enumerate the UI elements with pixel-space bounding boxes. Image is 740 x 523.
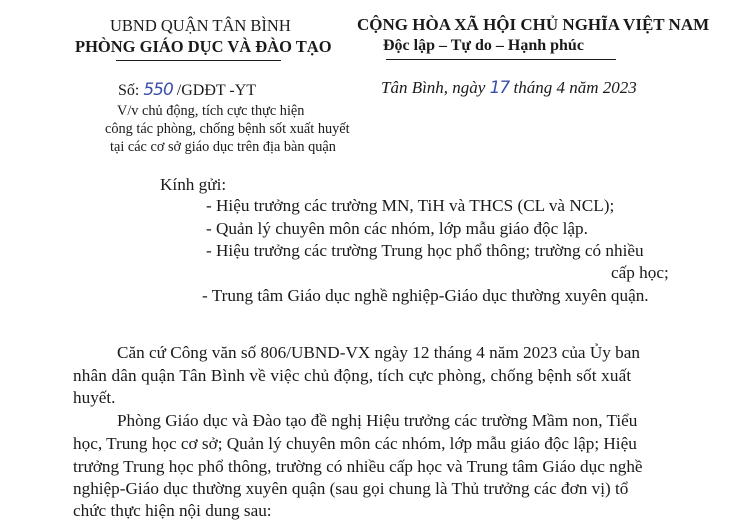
subject-line: V/v chủ động, tích cực thực hiện: [117, 103, 305, 119]
national-motto: Độc lập – Tự do – Hạnh phúc: [383, 37, 584, 54]
paragraph-line: nghiệp-Giáo dục thường xuyên quận (sau gọi chung là Thủ trưởng các đơn vị) tổ: [73, 479, 629, 498]
issuing-department: PHÒNG GIÁO DỤC VÀ ĐÀO TẠO: [75, 37, 332, 56]
date-prefix: Tân Bình, ngày: [381, 78, 490, 97]
paragraph-line: chức thực hiện nội dung sau:: [73, 501, 272, 520]
recipient-item: - Quản lý chuyên môn các nhóm, lớp mẫu giáo độc lập.: [206, 219, 588, 238]
paragraph-line: nhân dân quận Tân Bình về việc chủ động, tích cực phòng, chống bệnh sốt xuất: [73, 366, 632, 385]
document-number-suffix: /GDĐT -YT: [172, 82, 257, 99]
handwritten-day: 17: [489, 78, 510, 98]
paragraph-line: huyết.: [73, 388, 116, 407]
date-suffix: tháng 4 năm 2023: [509, 78, 637, 97]
paragraph-line: Căn cứ Công văn số 806/UBND-VX ngày 12 tháng 4 năm 2023 của Ủy ban: [117, 343, 640, 362]
motto-underline: [386, 59, 616, 60]
paragraph-line: Phòng Giáo dục và Đào tạo đề nghị Hiệu trưởng các trường Mầm non, Tiểu: [117, 411, 638, 430]
national-title: CỘNG HÒA XÃ HỘI CHỦ NGHĨA VIỆT NAM: [357, 15, 710, 34]
subject-line: công tác phòng, chống bệnh sốt xuất huyết: [105, 121, 350, 137]
recipient-item: - Trung tâm Giáo dục nghề nghiệp-Giáo dục thường xuyên quận.: [202, 286, 649, 305]
date-line: [381, 78, 637, 98]
paragraph-line: học, Trung học cơ sở; Quản lý chuyên môn các nhóm, lớp mẫu giáo độc lập; Hiệu: [73, 434, 637, 453]
paragraph-line: trưởng Trung học phổ thông, trường có nhiều cấp học và Trung tâm Giáo dục nghề: [73, 457, 643, 476]
recipient-item-continued: cấp học;: [611, 263, 669, 282]
org-underline: [116, 60, 281, 61]
recipient-item: - Hiệu trưởng các trường MN, TiH và THCS (CL và NCL);: [206, 196, 615, 215]
handwritten-number: 550: [143, 80, 173, 100]
document-number-prefix: Số:: [118, 82, 144, 99]
subject-line: tại các cơ sở giáo dục trên địa bàn quận: [110, 139, 336, 155]
issuing-authority: UBND QUẬN TÂN BÌNH: [110, 16, 291, 35]
greeting: Kính gửi:: [160, 175, 227, 194]
recipient-item: - Hiệu trưởng các trường Trung học phổ thông; trường có nhiều: [206, 241, 644, 260]
document-number: [118, 80, 256, 100]
